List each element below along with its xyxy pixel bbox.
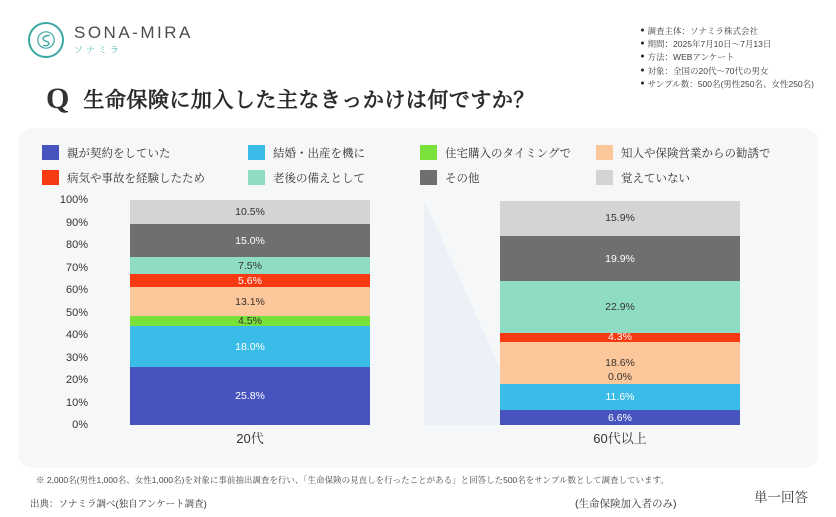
x-axis-tick-labels (96, 428, 796, 450)
legend-label: 病気や事故を経験したため (67, 172, 205, 185)
footnote-asterisk: ※ 2,000名(男性1,000名、女性1,000名)を対象に事前抽出調査を行い、「生命保険の見直しを行ったことがある」と回答した500名をサンプル数として調査しています。 (36, 475, 669, 485)
bar-segment (130, 326, 370, 367)
legend-label: その他 (445, 172, 480, 185)
bar-segment (130, 224, 370, 258)
bar-segment-label: 7.5% (238, 259, 262, 272)
bar-segment-label: 25.8% (235, 389, 265, 402)
legend-item[interactable] (420, 140, 596, 165)
meta-item-text: 対象：全国の20代〜70代の男女 (647, 65, 769, 76)
bar-segment-label: 19.9% (605, 252, 635, 265)
bar-segment (130, 274, 370, 287)
legend-label: 老後の備えとして (273, 172, 365, 185)
legend-item[interactable] (42, 165, 248, 190)
bar-segment (130, 200, 370, 224)
bar-segment-label: 4.5% (238, 316, 262, 327)
bar-segment-label: 18.6% (605, 357, 635, 370)
legend-label: 知人や保険営業からの勧誘で (621, 147, 771, 160)
page-header (0, 0, 836, 90)
bar-segment-label: 13.1% (235, 295, 265, 308)
y-tick-label: 50% (65, 306, 88, 319)
bullet-icon: ● (640, 53, 645, 61)
meta-item-text: 方法：WEBアンケート (647, 52, 735, 63)
y-axis-tick-labels (42, 194, 88, 431)
chart-legend (42, 140, 802, 190)
bar-segment (130, 316, 370, 326)
question-heading (46, 82, 535, 116)
meta-item (640, 25, 814, 38)
y-tick-label: 100% (59, 194, 88, 206)
bar-segment-label: 5.6% (238, 274, 262, 287)
meta-item (640, 78, 814, 91)
bar-segment-label: 4.3% (608, 332, 632, 343)
legend-swatch-icon (596, 170, 613, 185)
bullet-icon: ● (640, 80, 645, 88)
y-tick-label: 20% (65, 374, 88, 386)
chart-area (42, 194, 798, 446)
bar-segment (130, 367, 370, 425)
bar-segment-label: 11.6% (605, 391, 635, 404)
legend-label: 住宅購入のタイミングで (445, 147, 572, 160)
bullet-icon: ● (640, 66, 645, 74)
y-tick-label: 10% (65, 396, 88, 409)
bar-segment (500, 410, 740, 425)
plot-area (96, 200, 798, 425)
footnote-answer-type: 単一回答 (754, 490, 808, 505)
legend-swatch-icon (420, 145, 437, 160)
bar-segment-zero-label: 0.0% (608, 371, 632, 384)
brand-name: SONA-MIRA (74, 23, 193, 43)
legend-swatch-icon (596, 145, 613, 160)
bullet-icon: ● (640, 26, 645, 34)
legend-swatch-icon (248, 145, 265, 160)
meta-item-text: サンプル数：500名(男性250名、女性250名) (647, 79, 814, 90)
stacked-bar-60s-plus (500, 201, 740, 426)
legend-label: 覚えていない (621, 172, 690, 185)
x-label-60s: 60代以上 (593, 431, 647, 446)
meta-item (640, 38, 814, 51)
legend-item[interactable] (596, 140, 806, 165)
y-tick-label: 40% (65, 329, 88, 341)
legend-item[interactable] (248, 165, 420, 190)
legend-swatch-icon (42, 145, 59, 160)
legend-swatch-icon (248, 170, 265, 185)
question-mark: Q (46, 82, 70, 115)
footnote-insured-only: (生命保険加入者のみ) (575, 498, 677, 510)
bar-segment-label: 10.5% (235, 205, 265, 218)
survey-meta-list (600, 25, 814, 92)
y-tick-label: 90% (65, 216, 88, 229)
meta-item (640, 65, 814, 78)
footnote-source: 出典：ソナミラ調べ(独自アンケート調査) (30, 499, 207, 510)
legend-label: 親が契約をしていた (67, 147, 171, 160)
bar-segment (500, 201, 740, 237)
legend-label: 結婚・出産を機に (273, 147, 365, 160)
bar-segment-label: 22.9% (605, 300, 635, 313)
bar-segment-label: 15.0% (235, 234, 265, 247)
y-tick-label: 70% (65, 261, 88, 274)
y-tick-label: 80% (65, 239, 88, 251)
bar-segment-label: 18.0% (235, 340, 265, 353)
legend-item[interactable] (596, 165, 806, 190)
sona-mira-circle-logo-icon (28, 22, 64, 58)
bar-segment (500, 236, 740, 281)
legend-swatch-icon (420, 170, 437, 185)
legend-item[interactable] (420, 165, 596, 190)
bar-segment (130, 287, 370, 316)
meta-item-text: 調査主体：ソナミラ株式会社 (647, 25, 759, 36)
meta-item (640, 51, 814, 64)
brand-subtitle: ソナミラ (74, 44, 123, 55)
chart-panel (18, 128, 818, 468)
bar-segment (500, 281, 740, 333)
y-tick-label: 60% (65, 284, 88, 296)
legend-item[interactable] (248, 140, 420, 165)
legend-item[interactable] (42, 140, 248, 165)
question-text: 生命保険に加入した主なきっかけは何ですか？ (83, 89, 535, 112)
bar-segment (500, 333, 740, 343)
x-label-20s: 20代 (236, 431, 264, 446)
meta-item-text: 期間：2025年7月10日〜7月13日 (647, 38, 772, 49)
bullet-icon: ● (640, 39, 645, 47)
bar-segment (500, 384, 740, 410)
bar-segment-label: 6.6% (608, 411, 632, 424)
bar-segment (130, 257, 370, 274)
y-tick-label: 0% (72, 419, 88, 431)
legend-swatch-icon (42, 170, 59, 185)
brand-logo (28, 22, 193, 58)
stacked-bar-20s (130, 200, 370, 425)
y-tick-label: 30% (65, 351, 88, 364)
bar-segment-label: 15.9% (605, 212, 635, 225)
